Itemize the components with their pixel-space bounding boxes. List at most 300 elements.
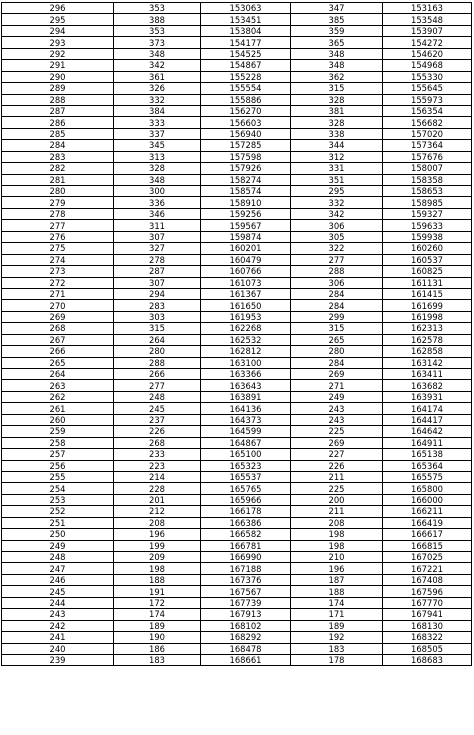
cumulative-a-cell: 159567 bbox=[201, 220, 291, 231]
count-a-cell: 268 bbox=[114, 437, 201, 448]
table-row bbox=[2, 529, 472, 540]
table-row bbox=[2, 506, 472, 517]
cumulative-b-cell: 167596 bbox=[383, 586, 472, 597]
cumulative-b-cell: 157364 bbox=[383, 140, 472, 151]
score-cell: 261 bbox=[2, 403, 114, 414]
count-b-cell: 365 bbox=[291, 37, 383, 48]
count-a-cell: 303 bbox=[114, 311, 201, 322]
count-b-cell: 332 bbox=[291, 197, 383, 208]
table-row bbox=[2, 3, 472, 14]
count-a-cell: 183 bbox=[114, 654, 201, 665]
cumulative-b-cell: 160260 bbox=[383, 243, 472, 254]
count-b-cell: 269 bbox=[291, 437, 383, 448]
score-cell: 276 bbox=[2, 231, 114, 242]
count-b-cell: 305 bbox=[291, 231, 383, 242]
count-b-cell: 381 bbox=[291, 105, 383, 116]
cumulative-a-cell: 156603 bbox=[201, 117, 291, 128]
cumulative-a-cell: 164136 bbox=[201, 403, 291, 414]
count-a-cell: 188 bbox=[114, 574, 201, 585]
table-row bbox=[2, 60, 472, 71]
table-row bbox=[2, 403, 472, 414]
cumulative-a-cell: 164867 bbox=[201, 437, 291, 448]
cumulative-b-cell: 162313 bbox=[383, 323, 472, 334]
table-row bbox=[2, 494, 472, 505]
score-cell: 275 bbox=[2, 243, 114, 254]
count-b-cell: 198 bbox=[291, 540, 383, 551]
score-cell: 262 bbox=[2, 391, 114, 402]
count-b-cell: 243 bbox=[291, 414, 383, 425]
cumulative-b-cell: 159633 bbox=[383, 220, 472, 231]
count-a-cell: 300 bbox=[114, 186, 201, 197]
count-b-cell: 347 bbox=[291, 3, 383, 14]
score-distribution-table bbox=[1, 2, 472, 666]
score-cell: 248 bbox=[2, 552, 114, 563]
cumulative-b-cell: 154272 bbox=[383, 37, 472, 48]
count-b-cell: 331 bbox=[291, 163, 383, 174]
cumulative-a-cell: 165765 bbox=[201, 483, 291, 494]
cumulative-a-cell: 159874 bbox=[201, 231, 291, 242]
count-b-cell: 243 bbox=[291, 403, 383, 414]
score-cell: 242 bbox=[2, 620, 114, 631]
count-b-cell: 315 bbox=[291, 83, 383, 94]
count-a-cell: 209 bbox=[114, 552, 201, 563]
count-a-cell: 332 bbox=[114, 94, 201, 105]
cumulative-b-cell: 155973 bbox=[383, 94, 472, 105]
count-b-cell: 359 bbox=[291, 25, 383, 36]
cumulative-b-cell: 163411 bbox=[383, 369, 472, 380]
count-a-cell: 353 bbox=[114, 25, 201, 36]
cumulative-b-cell: 156354 bbox=[383, 105, 472, 116]
count-a-cell: 327 bbox=[114, 243, 201, 254]
cumulative-a-cell: 167567 bbox=[201, 586, 291, 597]
table-row bbox=[2, 426, 472, 437]
count-b-cell: 198 bbox=[291, 529, 383, 540]
count-b-cell: 306 bbox=[291, 277, 383, 288]
score-cell: 240 bbox=[2, 643, 114, 654]
count-b-cell: 210 bbox=[291, 552, 383, 563]
score-cell: 279 bbox=[2, 197, 114, 208]
cumulative-a-cell: 154867 bbox=[201, 60, 291, 71]
score-cell: 244 bbox=[2, 597, 114, 608]
cumulative-a-cell: 166582 bbox=[201, 529, 291, 540]
table-row bbox=[2, 471, 472, 482]
cumulative-a-cell: 155554 bbox=[201, 83, 291, 94]
cumulative-b-cell: 164174 bbox=[383, 403, 472, 414]
cumulative-a-cell: 157598 bbox=[201, 151, 291, 162]
table-row bbox=[2, 163, 472, 174]
cumulative-a-cell: 158274 bbox=[201, 174, 291, 185]
count-b-cell: 284 bbox=[291, 357, 383, 368]
score-cell: 265 bbox=[2, 357, 114, 368]
count-b-cell: 288 bbox=[291, 266, 383, 277]
count-a-cell: 214 bbox=[114, 471, 201, 482]
cumulative-b-cell: 156682 bbox=[383, 117, 472, 128]
count-a-cell: 333 bbox=[114, 117, 201, 128]
cumulative-b-cell: 166000 bbox=[383, 494, 472, 505]
count-a-cell: 248 bbox=[114, 391, 201, 402]
table-row bbox=[2, 357, 472, 368]
cumulative-a-cell: 164599 bbox=[201, 426, 291, 437]
count-a-cell: 348 bbox=[114, 174, 201, 185]
table-row bbox=[2, 48, 472, 59]
table-row bbox=[2, 380, 472, 391]
table-row bbox=[2, 311, 472, 322]
count-b-cell: 211 bbox=[291, 471, 383, 482]
score-cell: 270 bbox=[2, 300, 114, 311]
cumulative-a-cell: 158574 bbox=[201, 186, 291, 197]
count-b-cell: 315 bbox=[291, 323, 383, 334]
count-a-cell: 264 bbox=[114, 334, 201, 345]
count-a-cell: 186 bbox=[114, 643, 201, 654]
table-row bbox=[2, 460, 472, 471]
cumulative-b-cell: 153163 bbox=[383, 3, 472, 14]
count-b-cell: 344 bbox=[291, 140, 383, 151]
cumulative-b-cell: 161699 bbox=[383, 300, 472, 311]
count-a-cell: 223 bbox=[114, 460, 201, 471]
table-row bbox=[2, 437, 472, 448]
score-cell: 255 bbox=[2, 471, 114, 482]
cumulative-a-cell: 164373 bbox=[201, 414, 291, 425]
table-row bbox=[2, 128, 472, 139]
cumulative-a-cell: 160766 bbox=[201, 266, 291, 277]
score-cell: 284 bbox=[2, 140, 114, 151]
table-row bbox=[2, 563, 472, 574]
score-cell: 241 bbox=[2, 632, 114, 643]
score-cell: 290 bbox=[2, 71, 114, 82]
cumulative-b-cell: 160825 bbox=[383, 266, 472, 277]
count-a-cell: 373 bbox=[114, 37, 201, 48]
cumulative-a-cell: 163366 bbox=[201, 369, 291, 380]
cumulative-a-cell: 155886 bbox=[201, 94, 291, 105]
table-row bbox=[2, 597, 472, 608]
cumulative-b-cell: 164642 bbox=[383, 426, 472, 437]
cumulative-b-cell: 161998 bbox=[383, 311, 472, 322]
score-cell: 256 bbox=[2, 460, 114, 471]
count-b-cell: 225 bbox=[291, 426, 383, 437]
cumulative-b-cell: 164911 bbox=[383, 437, 472, 448]
score-cell: 296 bbox=[2, 3, 114, 14]
count-b-cell: 187 bbox=[291, 574, 383, 585]
cumulative-b-cell: 157020 bbox=[383, 128, 472, 139]
score-cell: 253 bbox=[2, 494, 114, 505]
cumulative-a-cell: 153063 bbox=[201, 3, 291, 14]
table-row bbox=[2, 391, 472, 402]
table-row bbox=[2, 586, 472, 597]
cumulative-a-cell: 167376 bbox=[201, 574, 291, 585]
count-b-cell: 385 bbox=[291, 14, 383, 25]
cumulative-a-cell: 153451 bbox=[201, 14, 291, 25]
table-row bbox=[2, 83, 472, 94]
count-a-cell: 313 bbox=[114, 151, 201, 162]
table-body bbox=[2, 3, 472, 666]
count-a-cell: 233 bbox=[114, 449, 201, 460]
score-cell: 249 bbox=[2, 540, 114, 551]
count-b-cell: 362 bbox=[291, 71, 383, 82]
count-a-cell: 228 bbox=[114, 483, 201, 494]
count-b-cell: 249 bbox=[291, 391, 383, 402]
table-row bbox=[2, 266, 472, 277]
count-b-cell: 271 bbox=[291, 380, 383, 391]
count-a-cell: 353 bbox=[114, 3, 201, 14]
cumulative-b-cell: 162578 bbox=[383, 334, 472, 345]
cumulative-a-cell: 166386 bbox=[201, 517, 291, 528]
cumulative-a-cell: 162532 bbox=[201, 334, 291, 345]
cumulative-b-cell: 157676 bbox=[383, 151, 472, 162]
count-b-cell: 269 bbox=[291, 369, 383, 380]
score-cell: 257 bbox=[2, 449, 114, 460]
count-a-cell: 337 bbox=[114, 128, 201, 139]
cumulative-a-cell: 163643 bbox=[201, 380, 291, 391]
table-row bbox=[2, 37, 472, 48]
table-row bbox=[2, 220, 472, 231]
cumulative-a-cell: 158910 bbox=[201, 197, 291, 208]
cumulative-b-cell: 167025 bbox=[383, 552, 472, 563]
score-cell: 291 bbox=[2, 60, 114, 71]
count-b-cell: 178 bbox=[291, 654, 383, 665]
table-row bbox=[2, 174, 472, 185]
count-b-cell: 208 bbox=[291, 517, 383, 528]
count-a-cell: 361 bbox=[114, 71, 201, 82]
table-row bbox=[2, 517, 472, 528]
cumulative-b-cell: 158007 bbox=[383, 163, 472, 174]
table-row bbox=[2, 334, 472, 345]
cumulative-b-cell: 167408 bbox=[383, 574, 472, 585]
cumulative-b-cell: 163931 bbox=[383, 391, 472, 402]
cumulative-a-cell: 161367 bbox=[201, 288, 291, 299]
count-b-cell: 196 bbox=[291, 563, 383, 574]
count-a-cell: 208 bbox=[114, 517, 201, 528]
score-cell: 269 bbox=[2, 311, 114, 322]
table-row bbox=[2, 620, 472, 631]
table-row bbox=[2, 277, 472, 288]
score-cell: 278 bbox=[2, 208, 114, 219]
count-a-cell: 198 bbox=[114, 563, 201, 574]
score-cell: 252 bbox=[2, 506, 114, 517]
count-a-cell: 311 bbox=[114, 220, 201, 231]
count-b-cell: 348 bbox=[291, 48, 383, 59]
count-b-cell: 277 bbox=[291, 254, 383, 265]
score-cell: 274 bbox=[2, 254, 114, 265]
cumulative-a-cell: 163891 bbox=[201, 391, 291, 402]
count-a-cell: 190 bbox=[114, 632, 201, 643]
cumulative-a-cell: 165537 bbox=[201, 471, 291, 482]
cumulative-a-cell: 159256 bbox=[201, 208, 291, 219]
count-b-cell: 312 bbox=[291, 151, 383, 162]
score-cell: 243 bbox=[2, 609, 114, 620]
count-a-cell: 336 bbox=[114, 197, 201, 208]
cumulative-b-cell: 155645 bbox=[383, 83, 472, 94]
cumulative-b-cell: 168505 bbox=[383, 643, 472, 654]
count-b-cell: 227 bbox=[291, 449, 383, 460]
score-cell: 247 bbox=[2, 563, 114, 574]
cumulative-a-cell: 160201 bbox=[201, 243, 291, 254]
count-b-cell: 351 bbox=[291, 174, 383, 185]
table-row bbox=[2, 300, 472, 311]
count-a-cell: 196 bbox=[114, 529, 201, 540]
count-b-cell: 192 bbox=[291, 632, 383, 643]
score-cell: 292 bbox=[2, 48, 114, 59]
cumulative-b-cell: 165138 bbox=[383, 449, 472, 460]
cumulative-b-cell: 165800 bbox=[383, 483, 472, 494]
count-a-cell: 266 bbox=[114, 369, 201, 380]
table-row bbox=[2, 414, 472, 425]
table-row bbox=[2, 643, 472, 654]
cumulative-b-cell: 158358 bbox=[383, 174, 472, 185]
count-a-cell: 342 bbox=[114, 60, 201, 71]
table-row bbox=[2, 288, 472, 299]
cumulative-b-cell: 159938 bbox=[383, 231, 472, 242]
cumulative-b-cell: 167770 bbox=[383, 597, 472, 608]
table-row bbox=[2, 254, 472, 265]
cumulative-b-cell: 165364 bbox=[383, 460, 472, 471]
cumulative-a-cell: 167913 bbox=[201, 609, 291, 620]
cumulative-a-cell: 168292 bbox=[201, 632, 291, 643]
score-cell: 268 bbox=[2, 323, 114, 334]
cumulative-a-cell: 155228 bbox=[201, 71, 291, 82]
cumulative-a-cell: 167739 bbox=[201, 597, 291, 608]
score-cell: 293 bbox=[2, 37, 114, 48]
cumulative-a-cell: 165323 bbox=[201, 460, 291, 471]
count-a-cell: 226 bbox=[114, 426, 201, 437]
count-b-cell: 348 bbox=[291, 60, 383, 71]
cumulative-a-cell: 160479 bbox=[201, 254, 291, 265]
count-a-cell: 201 bbox=[114, 494, 201, 505]
count-b-cell: 200 bbox=[291, 494, 383, 505]
cumulative-a-cell: 165966 bbox=[201, 494, 291, 505]
score-cell: 288 bbox=[2, 94, 114, 105]
table-row bbox=[2, 14, 472, 25]
score-cell: 277 bbox=[2, 220, 114, 231]
count-a-cell: 326 bbox=[114, 83, 201, 94]
table-row bbox=[2, 186, 472, 197]
cumulative-a-cell: 168102 bbox=[201, 620, 291, 631]
cumulative-b-cell: 153548 bbox=[383, 14, 472, 25]
cumulative-a-cell: 166781 bbox=[201, 540, 291, 551]
cumulative-a-cell: 157285 bbox=[201, 140, 291, 151]
count-a-cell: 345 bbox=[114, 140, 201, 151]
score-cell: 260 bbox=[2, 414, 114, 425]
count-a-cell: 288 bbox=[114, 357, 201, 368]
cumulative-b-cell: 166211 bbox=[383, 506, 472, 517]
cumulative-b-cell: 161415 bbox=[383, 288, 472, 299]
cumulative-a-cell: 153804 bbox=[201, 25, 291, 36]
score-cell: 258 bbox=[2, 437, 114, 448]
count-b-cell: 183 bbox=[291, 643, 383, 654]
cumulative-a-cell: 162812 bbox=[201, 346, 291, 357]
cumulative-b-cell: 167221 bbox=[383, 563, 472, 574]
table-row bbox=[2, 117, 472, 128]
cumulative-b-cell: 164417 bbox=[383, 414, 472, 425]
count-b-cell: 338 bbox=[291, 128, 383, 139]
count-a-cell: 237 bbox=[114, 414, 201, 425]
table-row bbox=[2, 552, 472, 563]
score-cell: 271 bbox=[2, 288, 114, 299]
cumulative-a-cell: 157926 bbox=[201, 163, 291, 174]
count-b-cell: 284 bbox=[291, 288, 383, 299]
count-b-cell: 225 bbox=[291, 483, 383, 494]
cumulative-b-cell: 166815 bbox=[383, 540, 472, 551]
count-a-cell: 328 bbox=[114, 163, 201, 174]
score-cell: 281 bbox=[2, 174, 114, 185]
count-b-cell: 342 bbox=[291, 208, 383, 219]
count-b-cell: 299 bbox=[291, 311, 383, 322]
table-row bbox=[2, 71, 472, 82]
table-row bbox=[2, 105, 472, 116]
count-b-cell: 171 bbox=[291, 609, 383, 620]
table-row bbox=[2, 449, 472, 460]
cumulative-a-cell: 163100 bbox=[201, 357, 291, 368]
count-a-cell: 174 bbox=[114, 609, 201, 620]
score-cell: 285 bbox=[2, 128, 114, 139]
cumulative-b-cell: 163142 bbox=[383, 357, 472, 368]
score-cell: 251 bbox=[2, 517, 114, 528]
count-a-cell: 199 bbox=[114, 540, 201, 551]
score-cell: 259 bbox=[2, 426, 114, 437]
table-row bbox=[2, 574, 472, 585]
score-cell: 272 bbox=[2, 277, 114, 288]
score-cell: 266 bbox=[2, 346, 114, 357]
count-a-cell: 388 bbox=[114, 14, 201, 25]
count-b-cell: 322 bbox=[291, 243, 383, 254]
score-cell: 280 bbox=[2, 186, 114, 197]
score-cell: 239 bbox=[2, 654, 114, 665]
count-a-cell: 384 bbox=[114, 105, 201, 116]
table-row bbox=[2, 654, 472, 665]
cumulative-a-cell: 168478 bbox=[201, 643, 291, 654]
table-row bbox=[2, 231, 472, 242]
score-cell: 289 bbox=[2, 83, 114, 94]
count-b-cell: 328 bbox=[291, 94, 383, 105]
cumulative-a-cell: 165100 bbox=[201, 449, 291, 460]
cumulative-a-cell: 161073 bbox=[201, 277, 291, 288]
cumulative-b-cell: 158985 bbox=[383, 197, 472, 208]
count-a-cell: 278 bbox=[114, 254, 201, 265]
cumulative-b-cell: 165575 bbox=[383, 471, 472, 482]
score-cell: 254 bbox=[2, 483, 114, 494]
count-a-cell: 277 bbox=[114, 380, 201, 391]
count-b-cell: 188 bbox=[291, 586, 383, 597]
score-cell: 287 bbox=[2, 105, 114, 116]
count-b-cell: 226 bbox=[291, 460, 383, 471]
count-a-cell: 307 bbox=[114, 231, 201, 242]
score-cell: 264 bbox=[2, 369, 114, 380]
table-row bbox=[2, 632, 472, 643]
table-row bbox=[2, 140, 472, 151]
count-a-cell: 212 bbox=[114, 506, 201, 517]
count-a-cell: 287 bbox=[114, 266, 201, 277]
cumulative-b-cell: 166617 bbox=[383, 529, 472, 540]
count-a-cell: 283 bbox=[114, 300, 201, 311]
table-row bbox=[2, 540, 472, 551]
score-cell: 294 bbox=[2, 25, 114, 36]
table-row bbox=[2, 243, 472, 254]
table-row bbox=[2, 323, 472, 334]
score-cell: 245 bbox=[2, 586, 114, 597]
table-row bbox=[2, 197, 472, 208]
cumulative-b-cell: 166419 bbox=[383, 517, 472, 528]
count-b-cell: 295 bbox=[291, 186, 383, 197]
cumulative-b-cell: 155330 bbox=[383, 71, 472, 82]
table-row bbox=[2, 483, 472, 494]
score-cell: 282 bbox=[2, 163, 114, 174]
cumulative-a-cell: 166990 bbox=[201, 552, 291, 563]
count-a-cell: 346 bbox=[114, 208, 201, 219]
cumulative-b-cell: 168322 bbox=[383, 632, 472, 643]
cumulative-b-cell: 154968 bbox=[383, 60, 472, 71]
table-row bbox=[2, 346, 472, 357]
count-a-cell: 294 bbox=[114, 288, 201, 299]
cumulative-a-cell: 162268 bbox=[201, 323, 291, 334]
